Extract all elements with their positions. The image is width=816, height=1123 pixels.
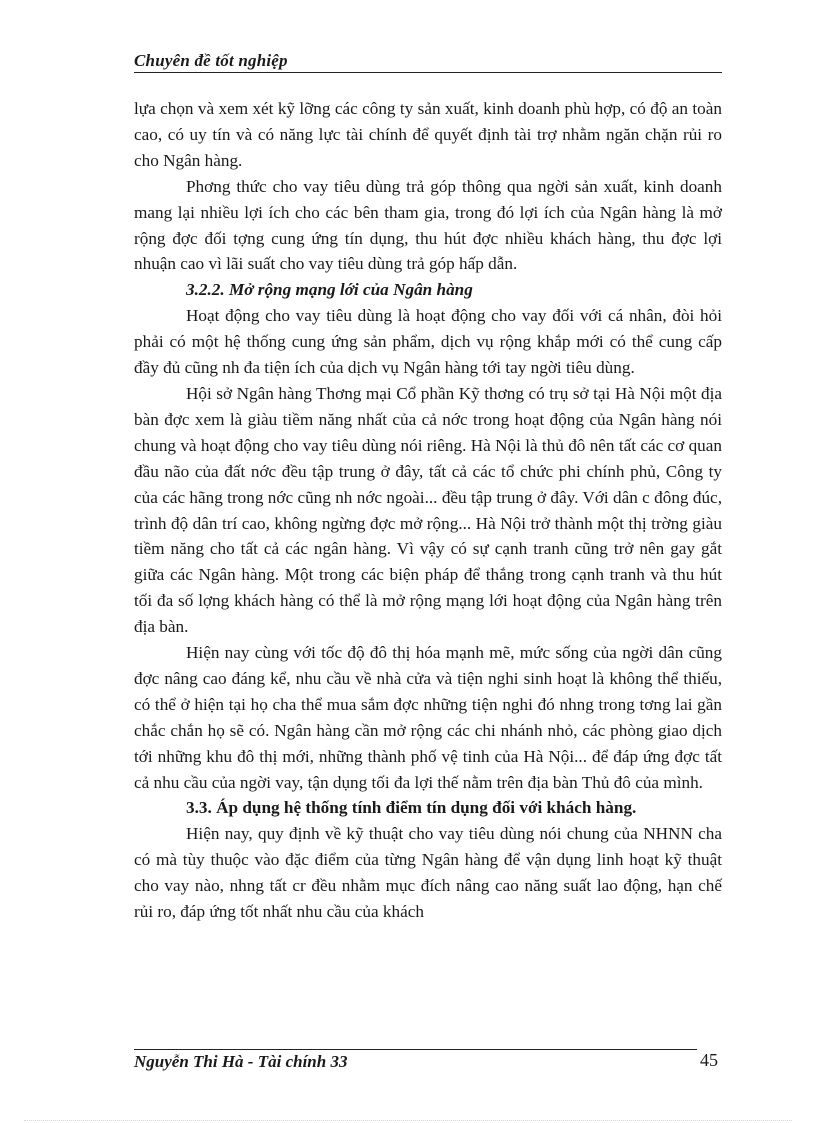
paragraph: lựa chọn và xem xét kỹ lỡng các công ty sản xuất, kinh doanh phù hợp, có độ an toàn cao, có uy tín và có năng lực tài chính để quyết định tài trợ nhằm ngăn chặn rủi ro cho Ngân hàng.	[134, 99, 722, 170]
section-heading: 3.2.2. Mở rộng mạng lới của Ngân hàng	[186, 280, 473, 300]
header-title: Chuyên đề tốt nghiệp	[134, 51, 288, 70]
paragraph: Hiện nay cùng với tốc độ đô thị hóa mạnh mẽ, mức sống của ngời dân cũng đợc nâng cao đáng kể, nhu cầu về nhà cửa và tiện nghi sinh hoạt là không thể thiếu, có thể ở hiện tại họ cha thể mua sắm đợc những tiện nghi đó nhng trong tơng lai gần chắc chắn họ sẽ có. Ngân hàng cần mở rộng các chi nhánh nhỏ, các phòng giao dịch tới những khu đô thị mới, những thành phố vệ tinh của Hà Nội... để đáp ứng đợc tất cả nhu cầu của ngời vay, tận dụng tối đa lợi thế nằm trên địa bàn Thủ đô của mình.	[134, 643, 722, 792]
page-header	[134, 50, 722, 73]
section-heading: 3.3. Áp dụng hệ thống tính điểm tín dụng đối với khách hàng.	[186, 798, 637, 818]
page-number: 45	[700, 1050, 718, 1070]
paragraph: Hoạt động cho vay tiêu dùng là hoạt động cho vay đối với cá nhân, đòi hỏi phải có một hệ thống cung ứng sản phẩm, dịch vụ rộng khắp mới có thể cung cấp đầy đủ cũng nh đa tiện ích của dịch vụ Ngân hàng tới tay ngời tiêu dùng.	[134, 306, 722, 378]
document-body	[134, 96, 722, 925]
paragraph: Hội sở Ngân hàng Thơng mại Cổ phần Kỹ thơng có trụ sở tại Hà Nội một địa bàn đợc xem là giàu tiềm năng nhất của cả nớc trong hoạt động của Ngân hàng nói chung và hoạt động cho vay tiêu dùng nói riêng. Hà Nội là thủ đô nên tất các cơ quan đầu não của đất nớc đều tập trung ở đây, tất cả các tổ chức phi chính phủ, Công ty của các hãng trong nớc cũng nh nớc ngoài... đều tập trung ở đây. Với dân c đông đúc, trình độ dân trí cao, không ngừng đợc mở rộng... Hà Nội trở thành một thị trờng giàu tiềm năng cho tất cả các ngân hàng. Vì vậy có sự cạnh tranh cũng trở nên gay gắt giữa các Ngân hàng. Một trong các biện pháp để thắng trong cạnh tranh và thu hút tối đa số lợng khách hàng có thể là mở rộng mạng lới hoạt động của Ngân hàng trên địa bàn.	[134, 383, 722, 637]
footer-author: Nguyễn Thi Hà - Tài chính 33	[134, 1052, 348, 1071]
footer-divider	[134, 1049, 697, 1050]
paragraph: Phơng thức cho vay tiêu dùng trả góp thông qua ngời sản xuất, kinh doanh mang lại nhiều lợi ích cho các bên tham gia, trong đó lợi ích của Ngân hàng là mở rộng đợc đối tợng cung ứng tín dụng, thu hút đợc nhiều khách hàng, thu đợc lợi nhuận cao vì lãi suất cho vay tiêu dùng trả góp hấp dẫn.	[134, 176, 722, 274]
paragraph: Hiện nay, quy định về kỹ thuật cho vay tiêu dùng nói chung của NHNN cha có mà tùy thuộc vào đặc điểm của từng Ngân hàng để vận dụng linh hoạt kỹ thuật cho vay nào, nhng tất cr đều nhằm mục đích nâng cao năng suất lao động, hạn chế rủi ro, đáp ứng tốt nhất nhu cầu của khách	[134, 824, 722, 922]
page-edge-divider	[24, 1120, 792, 1121]
